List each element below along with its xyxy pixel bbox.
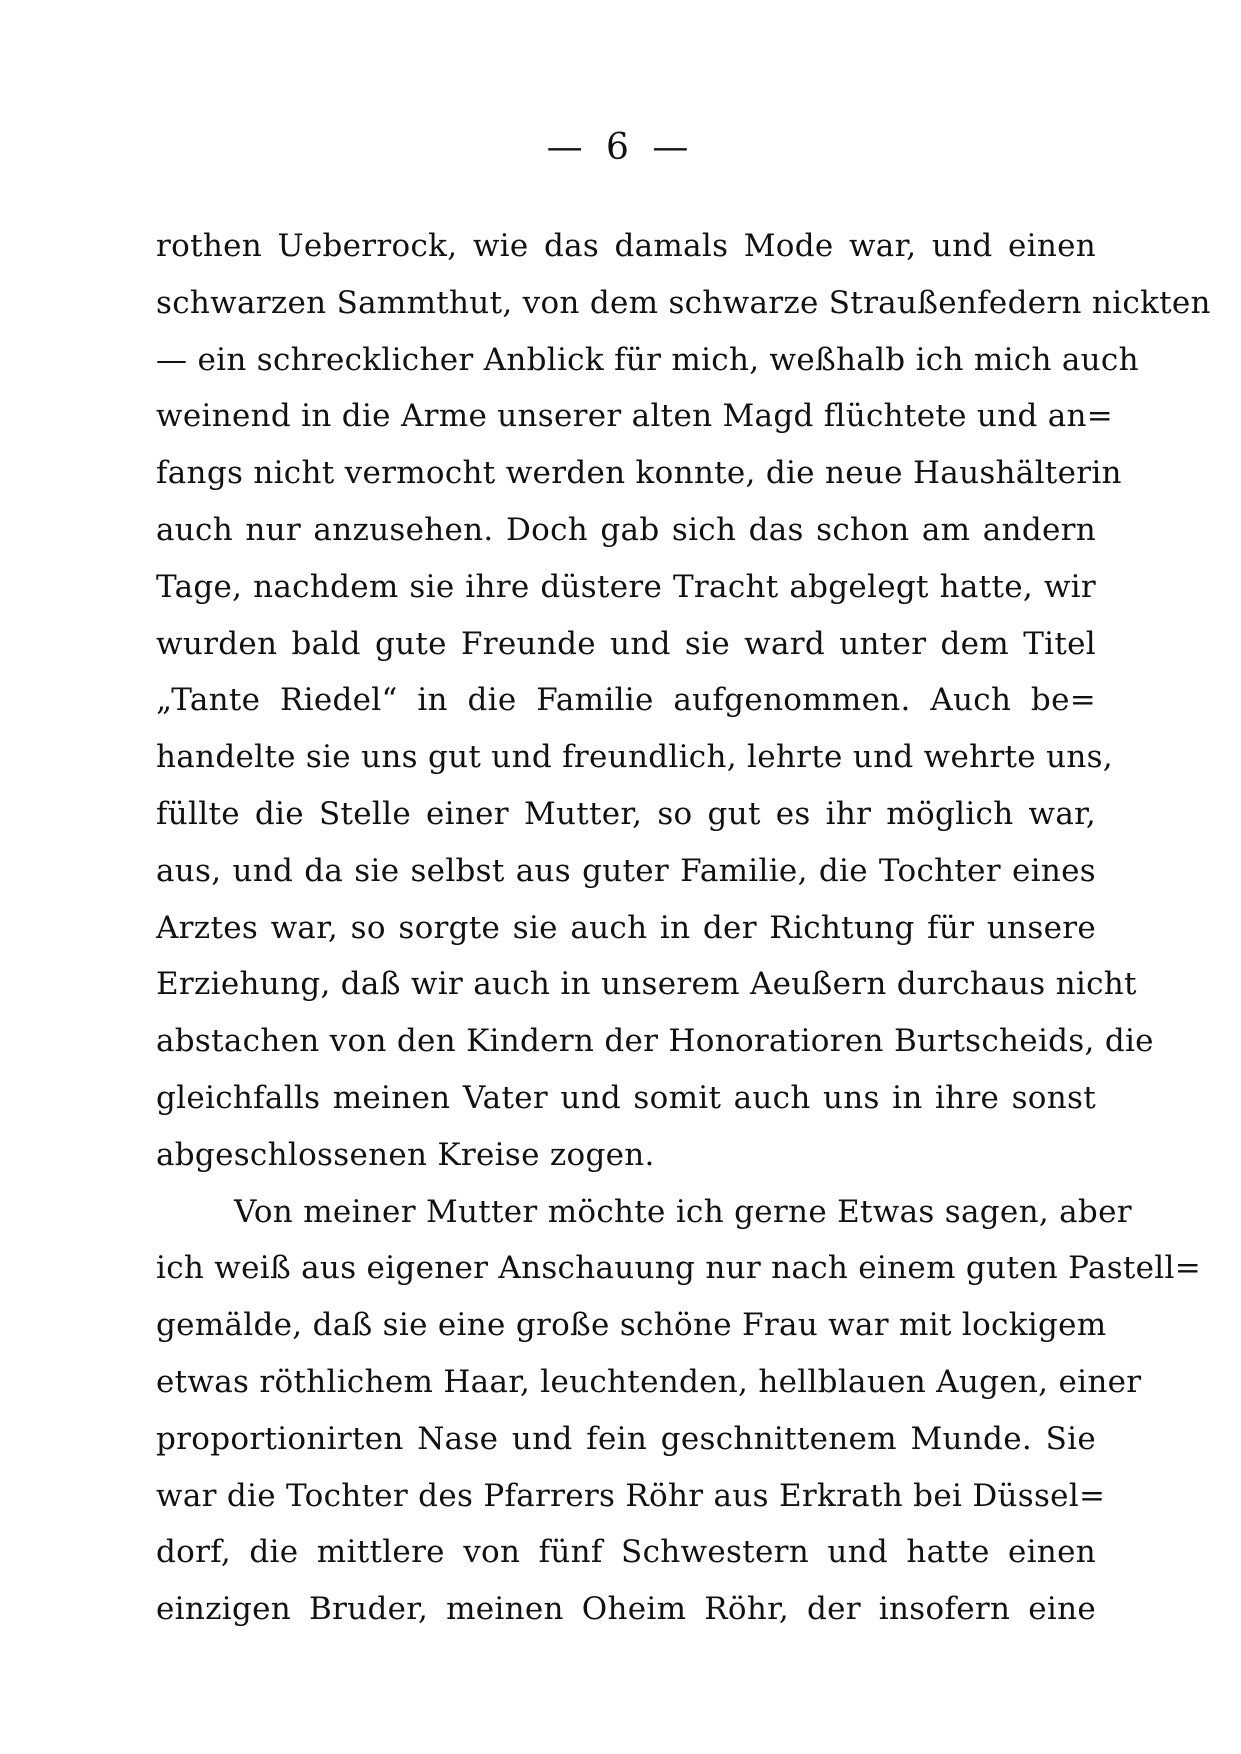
text-line: rothen Ueberrock, wie das damals Mode war, und einen — [156, 228, 1096, 264]
text-line: weinend in die Arme unserer alten Magd flüchtete und an= — [156, 398, 1114, 435]
page-number: — 6 — — [546, 127, 695, 168]
text-line: war die Tochter des Pfarrers Röhr aus Erkrath bei Düssel= — [156, 1477, 1106, 1514]
text-line: Arztes war, so sorgte sie auch in der Richtung für unsere — [156, 909, 1096, 946]
text-line: „Tante Riedel“ in die Familie aufgenommen. Auch be= — [156, 682, 1096, 719]
text-line: wurden bald gute Freunde und sie ward unter dem Titel — [156, 625, 1096, 662]
body-text — [156, 218, 1211, 1638]
paragraph-end-line: abgeschlossenen Kreise zogen. — [156, 1136, 655, 1173]
text-line: ich weiß aus eigener Anschauung nur nach einem guten Pastell= — [156, 1250, 1202, 1287]
text-line: gleichfalls meinen Vater und somit auch uns in ihre sonst — [156, 1079, 1096, 1116]
text-line: einzigen Bruder, meinen Oheim Röhr, der insofern eine — [156, 1591, 1096, 1628]
text-line: — ein schrecklicher Anblick für mich, weßhalb ich mich auch — [156, 341, 1139, 378]
text-line: abstachen von den Kindern der Honoratioren Burtscheids, die — [156, 1023, 1154, 1060]
text-line: gemälde, daß sie eine große schöne Frau war mit lockigem — [156, 1307, 1107, 1344]
text-line: fangs nicht vermocht werden konnte, die neue Haushälterin — [156, 455, 1122, 492]
text-line: Erziehung, daß wir auch in unserem Aeußern durchaus nicht — [156, 966, 1137, 1003]
text-line: auch nur anzusehen. Doch gab sich das schon am andern — [156, 511, 1096, 548]
text-line: etwas röthlichem Haar, leuchtenden, hellblauen Augen, einer — [156, 1363, 1142, 1400]
text-line: dorf, die mittlere von fünf Schwestern und hatte einen — [156, 1534, 1096, 1571]
text-line: schwarzen Sammthut, von dem schwarze Straußenfedern nickten — [156, 284, 1211, 321]
text-line: Tage, nachdem sie ihre düstere Tracht abgelegt hatte, wir — [156, 568, 1096, 605]
text-line: aus, und da sie selbst aus guter Familie, die Tochter eines — [156, 852, 1096, 889]
paragraph-start-line: Von meiner Mutter möchte ich gerne Etwas sagen, aber — [234, 1193, 1132, 1230]
text-line: proportionirten Nase und fein geschnittenem Munde. Sie — [156, 1420, 1096, 1457]
text-line: handelte sie uns gut und freundlich, lehrte und wehrte uns, — [156, 739, 1113, 776]
text-line: füllte die Stelle einer Mutter, so gut es ihr möglich war, — [156, 795, 1096, 832]
